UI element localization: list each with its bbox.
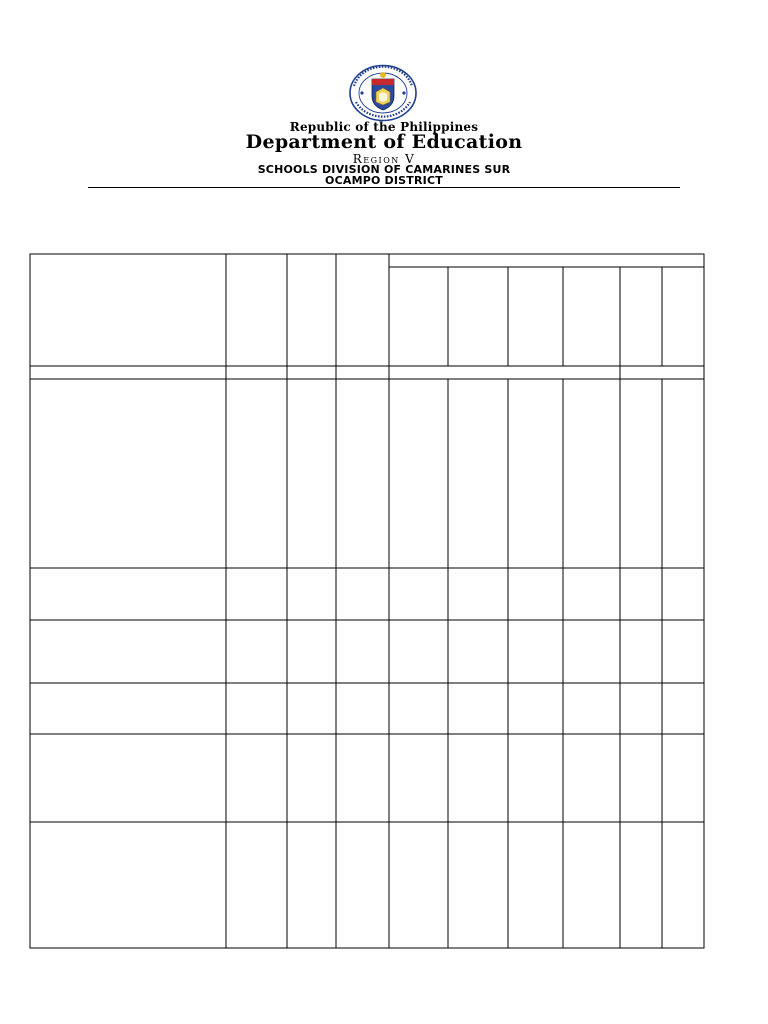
region-heading: Region V bbox=[352, 152, 416, 166]
republic-heading: Republic of the Philippines bbox=[289, 120, 479, 134]
department-heading: Department of Education bbox=[245, 131, 523, 153]
division-heading: SCHOOLS DIVISION OF CAMARINES SUR bbox=[257, 163, 511, 176]
table-border bbox=[30, 254, 704, 948]
district-heading: OCAMPO DISTRICT bbox=[325, 174, 443, 187]
